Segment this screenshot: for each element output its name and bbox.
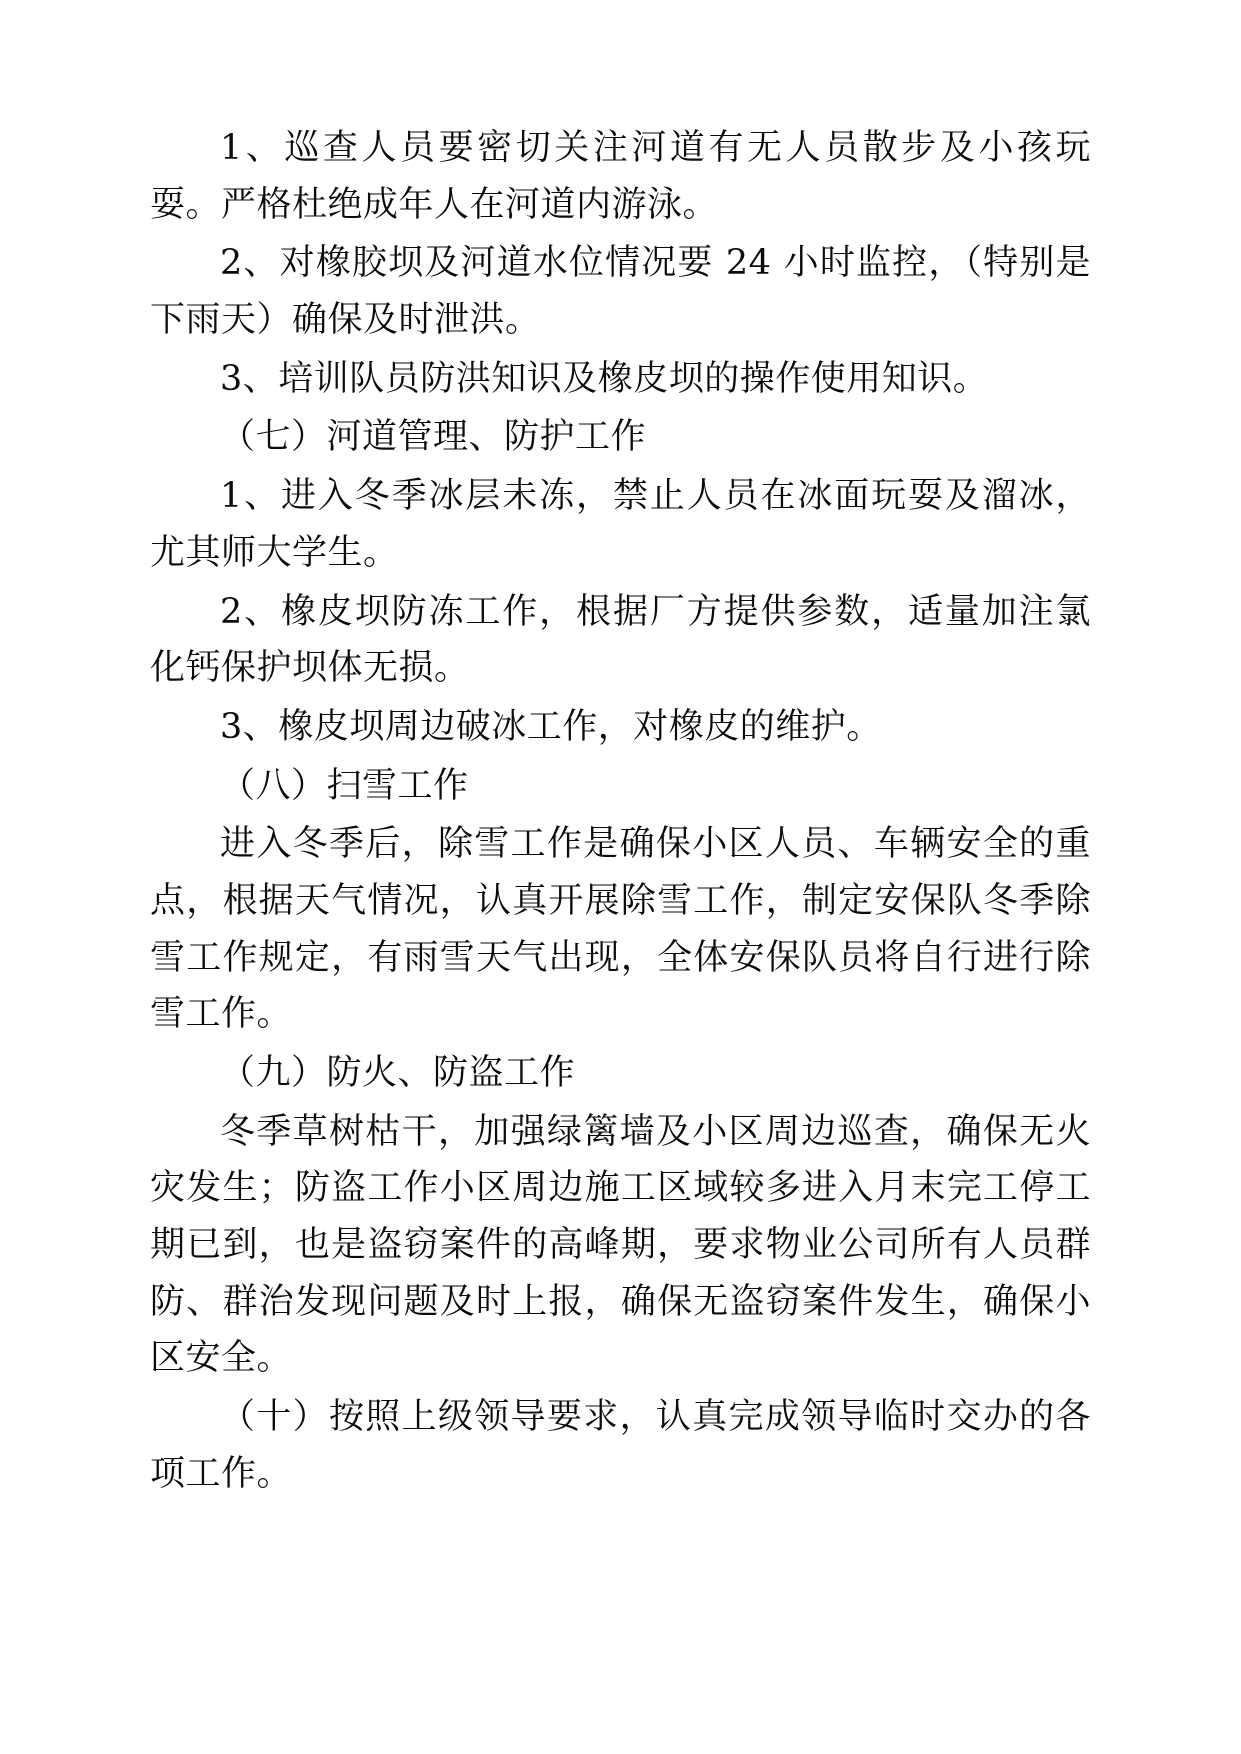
paragraph-snow-removal: 进入冬季后，除雪工作是确保小区人员、车辆安全的重点，根据天气情况，认真开展除雪工作，制定安保队冬季除雪工作规定，有雨雪天气出现，全体安保队员将自行进行除雪工作。 [150, 824, 1091, 1035]
paragraph-flood-training: 3、培训队员防洪知识及橡皮坝的操作使用知识。 [220, 358, 989, 399]
paragraph-dam-antifreeze: 2、橡皮坝防冻工作，根据厂方提供参数，适量加注氯化钙保护坝体无损。 [150, 591, 1091, 689]
document-body [150, 120, 1091, 1503]
paragraph-fire-theft-prevention: 冬季草树枯干，加强绿篱墙及小区周边巡查，确保无火灾发生；防盗工作小区周边施工区域较多进入月末完工停工期已到，也是盗窃案件的高峰期，要求物业公司所有人员群防、群治发现问题及时上报，确保无盗窃案件发生，确保小区安全。 [150, 1111, 1091, 1379]
heading-section-seven: （七）河道管理、防护工作 [220, 417, 647, 458]
paragraph-dam-monitoring: 2、对橡胶坝及河道水位情况要 24 小时监控，（特别是下雨天）确保及时泄洪。 [150, 243, 1091, 341]
paragraph-ice-breaking: 3、橡皮坝周边破冰工作，对橡皮的维护。 [220, 706, 882, 747]
paragraph-river-patrol: 1、巡查人员要密切关注河道有无人员散步及小孩玩耍。严格杜绝成年人在河道内游泳。 [150, 128, 1091, 225]
paragraph-ice-safety: 1、进入冬季冰层未冻，禁止人员在冰面玩耍及溜冰，尤其师大学生。 [150, 476, 1091, 573]
heading-section-nine: （九）防火、防盗工作 [220, 1053, 576, 1093]
heading-section-eight: （八）扫雪工作 [220, 765, 469, 806]
heading-section-ten: （十）按照上级领导要求，认真完成领导临时交办的各项工作。 [150, 1397, 1091, 1494]
